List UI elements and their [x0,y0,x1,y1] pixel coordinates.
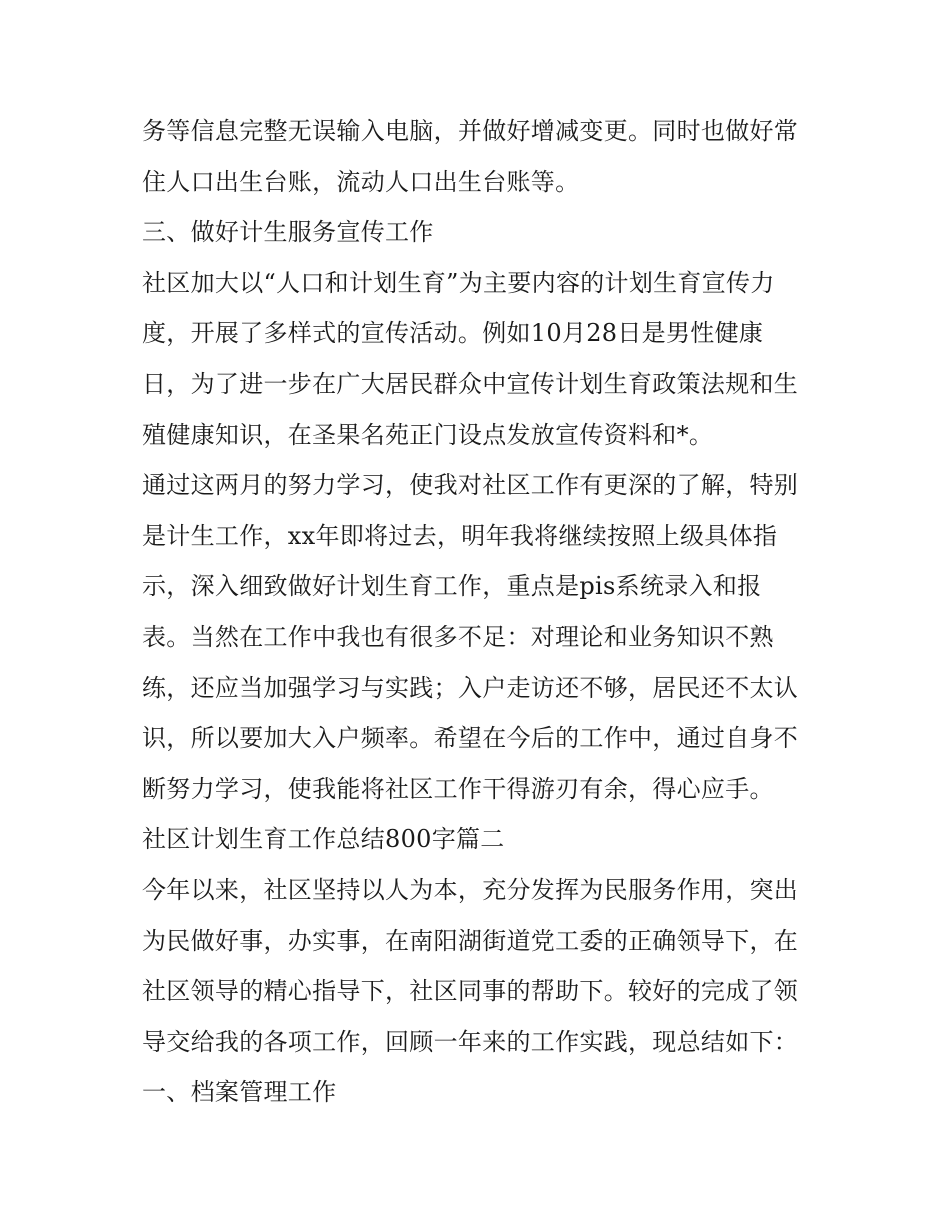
body-line: 为民做好事，办实事，在南阳湖街道党工委的正确领导下，在 [142,926,799,955]
body-line: 度，开展了多样式的宣传活动。例如10月28日是男性健康 [142,319,764,348]
body-line: 住人口出生台账，流动人口出生台账等。 [142,167,580,196]
body-line: 今年以来，社区坚持以人为本，充分发挥为民服务作用，突出 [142,875,799,904]
body-line: 务等信息完整无误输入电脑，并做好增减变更。同时也做好常 [142,117,799,145]
body-line: 示，深入细致做好计划生育工作，重点是pis系统录入和报 [142,572,762,601]
body-line: 断努力学习，使我能将社区工作干得游刃有余，得心应手。 [142,774,774,803]
body-line: 社区领导的精心指导下，社区同事的帮助下。较好的完成了领 [142,977,799,1006]
section-heading: 三、做好计生服务宣传工作 [142,218,434,247]
body-line: 通过这两月的努力学习，使我对社区工作有更深的了解，特别 [142,471,799,500]
body-line: 表。当然在工作中我也有很多不足：对理论和业务知识不熟 [142,622,774,651]
body-line: 识，所以要加大入户频率。希望在今后的工作中，通过自身不 [142,724,799,753]
body-line: 社区加大以“人口和计划生育”为主要内容的计划生育宣传力 [142,268,775,297]
article-title: 社区计划生育工作总结800字篇二 [142,825,505,854]
body-line: 导交给我的各项工作，回顾一年来的工作实践，现总结如下： [142,1027,799,1056]
body-line: 殖健康知识，在圣果名苑正门设点发放宣传资料和*。 [142,420,714,449]
document-body [142,106,822,1118]
body-line: 练，还应当加强学习与实践；入户走访还不够，居民还不太认 [142,673,799,702]
section-heading: 一、档案管理工作 [142,1078,337,1107]
body-line: 是计生工作，xx年即将过去，明年我将继续按照上级具体指 [142,521,778,550]
body-line: 日，为了进一步在广大居民群众中宣传计划生育政策法规和生 [142,369,799,398]
